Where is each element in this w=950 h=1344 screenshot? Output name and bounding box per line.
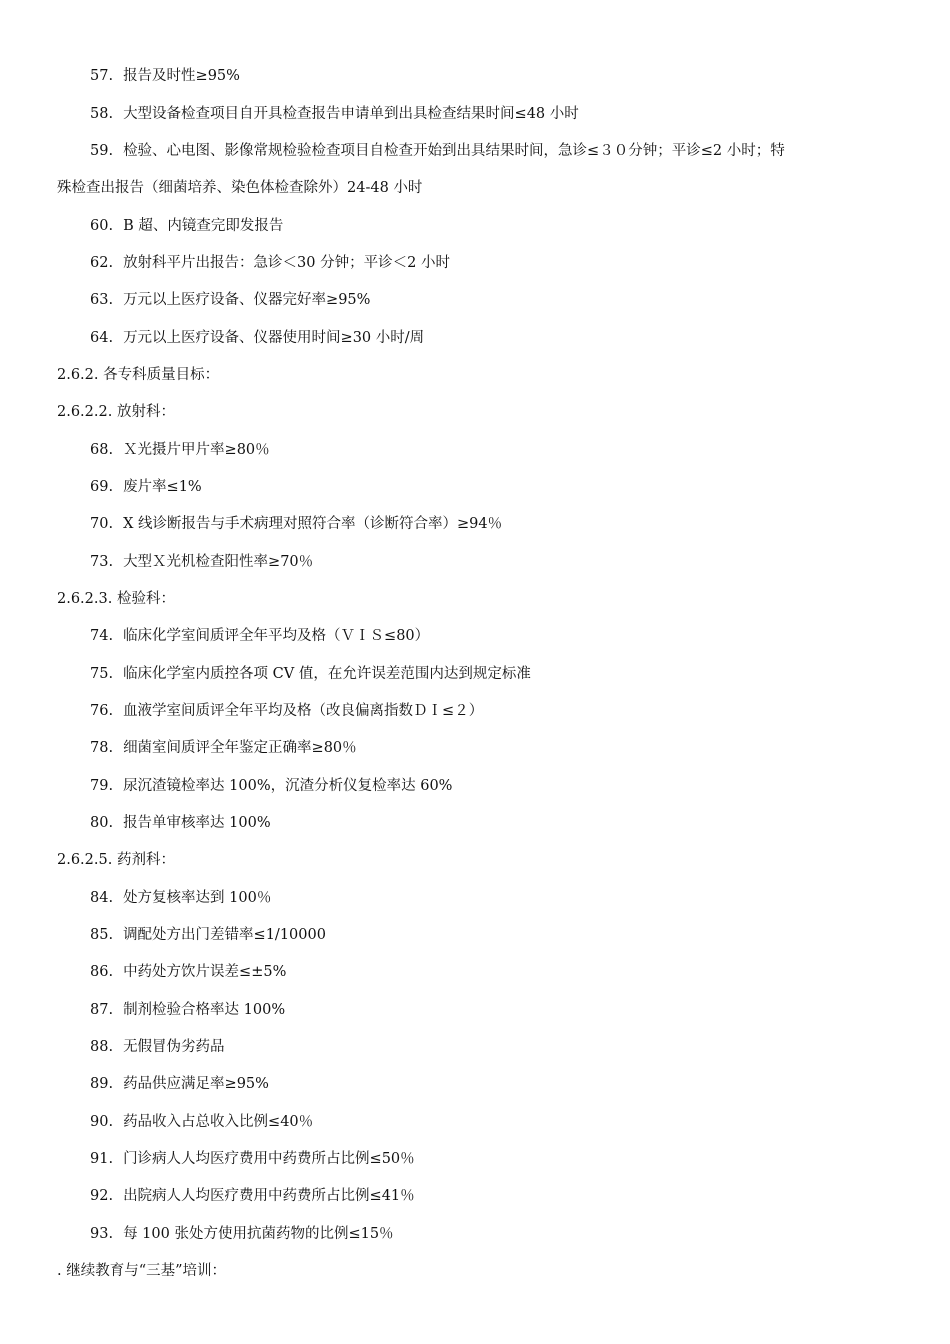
item-text: 报告及时性≥95% (123, 68, 240, 84)
list-item (90, 440, 270, 460)
item-text: 处方复核率达到 100％ (123, 890, 272, 906)
list-item (90, 66, 240, 86)
item-text: 大型Ｘ光机检查阳性率≥70％ (123, 554, 314, 570)
list-item (90, 552, 313, 572)
item-text: 大型设备检查项目自开具检查报告申请单到出具检查结果时间≤48 小时 (123, 106, 579, 122)
list-item (90, 1112, 313, 1132)
item-number: 69. (90, 479, 114, 495)
item-text: 血液学室间质评全年平均及格（改良偏离指数ＤＩ≤２） (123, 703, 484, 719)
item-number: 64. (90, 330, 114, 346)
item-number: 76. (90, 703, 114, 719)
list-item (90, 104, 579, 124)
item-text: 废片率≤1% (123, 479, 202, 495)
list-item-continuation (57, 178, 422, 198)
item-text: 门诊病人人均医疗费用中药费所占比例≤50％ (123, 1151, 415, 1167)
list-item (90, 1037, 225, 1057)
item-number: 58. (90, 106, 114, 122)
item-text: 药品供应满足率≥95% (123, 1076, 269, 1092)
item-number: 57. (90, 68, 114, 84)
list-item (90, 738, 357, 758)
item-text: 殊检查出报告（细菌培养、染色体检查除外）24-48 小时 (57, 180, 423, 196)
item-text: 药品收入占总收入比例≤40％ (123, 1114, 314, 1130)
item-number: 89. (90, 1076, 114, 1092)
section-heading-education: . 继续教育与“三基”培训： (57, 1263, 227, 1279)
list-item (90, 216, 283, 236)
list-item (90, 701, 483, 721)
item-text: 尿沉渣镜检率达 100%，沉渣分析仪复检率达 60% (123, 778, 453, 794)
item-number: 59. (90, 143, 114, 159)
list-item (90, 328, 424, 348)
item-text: 中药处方饮片误差≤±5% (123, 964, 287, 980)
list-item (90, 813, 271, 833)
item-text: 放射科平片出报告：急诊＜30 分钟；平诊＜2 小时 (123, 255, 450, 271)
list-item (90, 514, 502, 534)
item-text: 万元以上医疗设备、仪器完好率≥95% (123, 292, 371, 308)
item-number: 92. (90, 1188, 114, 1204)
item-number: 91. (90, 1151, 114, 1167)
list-item (90, 290, 370, 310)
item-number: 90. (90, 1114, 114, 1130)
item-number: 79. (90, 778, 114, 794)
item-number: 80. (90, 815, 114, 831)
item-text: 万元以上医疗设备、仪器使用时间≥30 小时/周 (123, 330, 425, 346)
item-number: 73. (90, 554, 114, 570)
item-number: 74. (90, 628, 114, 644)
item-number: 86. (90, 964, 114, 980)
item-text: 细菌室间质评全年鉴定正确率≥80％ (123, 740, 357, 756)
item-text: X 线诊断报告与手术病理对照符合率（诊断符合率）≥94％ (123, 516, 503, 532)
item-number: 70. (90, 516, 114, 532)
item-text: Ｘ光摄片甲片率≥80％ (123, 442, 270, 458)
item-number: 75. (90, 666, 114, 682)
item-number: 85. (90, 927, 114, 943)
item-number: 84. (90, 890, 114, 906)
section-heading-lab: 2.6.2.3. 检验科： (57, 591, 175, 607)
list-item (90, 253, 450, 273)
item-text: 无假冒伪劣药品 (123, 1039, 225, 1055)
list-item (90, 888, 271, 908)
item-number: 88. (90, 1039, 114, 1055)
list-item (90, 1000, 285, 1020)
item-text: 制剂检验合格率达 100% (123, 1002, 286, 1018)
item-number: 93. (90, 1226, 114, 1242)
item-text: 出院病人人均医疗费用中药费所占比例≤41％ (123, 1188, 415, 1204)
item-number: 60. (90, 218, 114, 234)
list-item (90, 477, 202, 497)
list-item (90, 664, 531, 684)
item-text: 报告单审核率达 100% (123, 815, 271, 831)
list-item (90, 1149, 415, 1169)
item-text: 每 100 张处方使用抗菌药物的比例≤15％ (123, 1226, 394, 1242)
section-heading: 2.6.2. 各专科质量目标： (57, 367, 220, 383)
item-text: 临床化学室内质控各项 CV 值，在允许误差范围内达到规定标准 (123, 666, 531, 682)
list-item (90, 626, 429, 646)
item-number: 62. (90, 255, 114, 271)
section-heading-pharmacy: 2.6.2.5. 药剂科： (57, 852, 175, 868)
list-item (90, 1074, 269, 1094)
list-item (90, 925, 326, 945)
item-number: 63. (90, 292, 114, 308)
section-heading-radiology: 2.6.2.2. 放射科： (57, 404, 175, 420)
item-text: 临床化学室间质评全年平均及格（ＶＩＳ≤80） (123, 628, 430, 644)
item-text: 调配处方出门差错率≤1/10000 (123, 927, 326, 943)
item-text: 检验、心电图、影像常规检验检查项目自检查开始到出具结果时间，急诊≤３０分钟；平诊≤2 小时；特 (123, 143, 785, 159)
item-number: 68. (90, 442, 114, 458)
item-number: 78. (90, 740, 114, 756)
item-text: B 超、内镜查完即发报告 (123, 218, 284, 234)
list-item (90, 962, 286, 982)
list-item (90, 141, 785, 161)
list-item (90, 1186, 415, 1206)
item-number: 87. (90, 1002, 114, 1018)
list-item (90, 776, 452, 796)
list-item (90, 1224, 394, 1244)
